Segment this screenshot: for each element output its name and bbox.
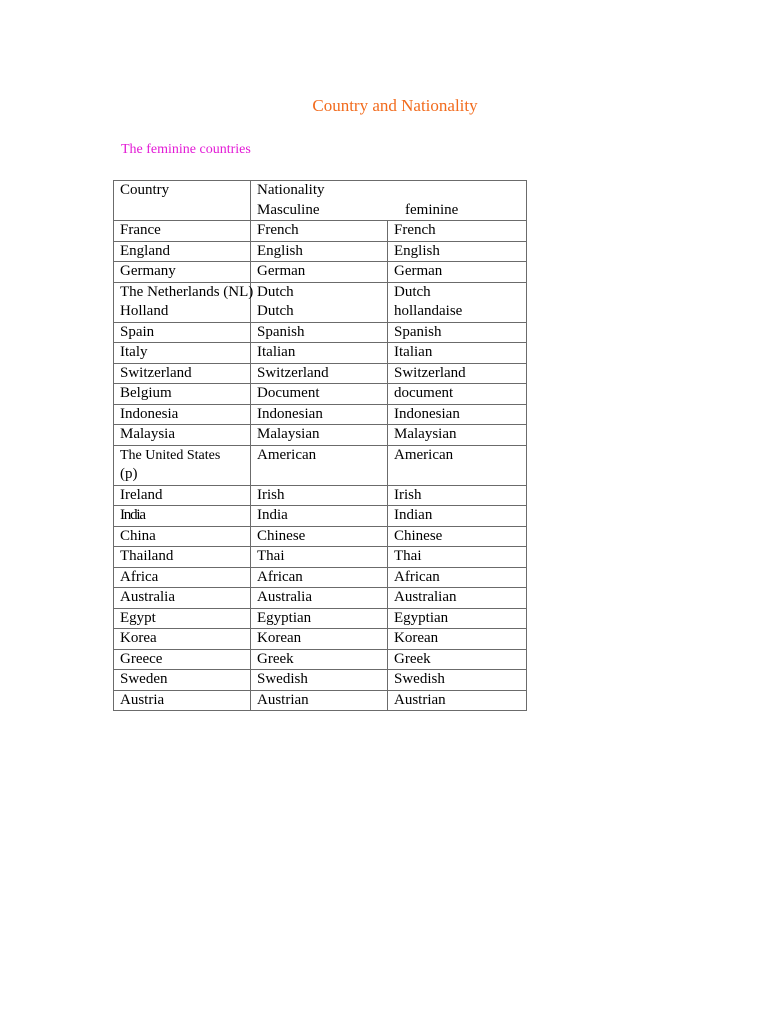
country-cell: Austria xyxy=(114,690,251,711)
masculine-cell: Thai xyxy=(251,547,388,568)
feminine-cell: Spanish xyxy=(388,322,527,343)
feminine-cell: Malaysian xyxy=(388,425,527,446)
page-subtitle: The feminine countries xyxy=(121,142,251,157)
country-cell: Indonesia xyxy=(114,404,251,425)
country-line-1: The United States xyxy=(120,447,221,463)
masculine-cell: Switzerland xyxy=(251,363,388,384)
masculine-cell: Indonesian xyxy=(251,404,388,425)
country-cell: France xyxy=(114,221,251,242)
table-row xyxy=(114,241,527,262)
masculine-cell: Malaysian xyxy=(251,425,388,446)
table-row xyxy=(114,485,527,506)
feminine-cell: American xyxy=(388,445,527,485)
table-row xyxy=(114,670,527,691)
table-row xyxy=(114,363,527,384)
masculine-value: Dutch xyxy=(257,303,294,319)
masculine-cell: African xyxy=(251,567,388,588)
country-cell: Egypt xyxy=(114,608,251,629)
country-cell: Belgium xyxy=(114,384,251,405)
header-nationality-label: Nationality xyxy=(257,182,325,198)
feminine-cell: Greek xyxy=(388,649,527,670)
country-cell: Spain xyxy=(114,322,251,343)
feminine-cell: African xyxy=(388,567,527,588)
table-row xyxy=(114,445,527,485)
feminine-cell: Irish xyxy=(388,485,527,506)
feminine-cell: German xyxy=(388,262,527,283)
table-row xyxy=(114,282,527,322)
header-nationality xyxy=(251,181,527,221)
masculine-cell: Chinese xyxy=(251,526,388,547)
country-cell xyxy=(114,282,294,322)
country-cell: Ireland xyxy=(114,485,251,506)
table-row xyxy=(114,262,527,283)
country-cell: Korea xyxy=(114,629,251,650)
header-masculine: Masculine xyxy=(257,201,320,218)
masculine-cell: Swedish xyxy=(251,670,388,691)
table-row xyxy=(114,649,527,670)
country-cell: Malaysia xyxy=(114,425,251,446)
country-cell: Switzerland xyxy=(114,363,251,384)
table-row xyxy=(114,404,527,425)
country-cell: India xyxy=(114,506,251,527)
table-row xyxy=(114,629,527,650)
country-cell: Greece xyxy=(114,649,251,670)
country-line-1: The Netherlands (NL) Dutch xyxy=(120,283,294,300)
country-cell xyxy=(114,445,251,485)
table-row xyxy=(114,343,527,364)
masculine-cell: Italian xyxy=(251,343,388,364)
feminine-cell: Thai xyxy=(388,547,527,568)
country-line-2: (p) xyxy=(120,466,138,482)
feminine-cell: Egyptian xyxy=(388,608,527,629)
feminine-line-1: Dutch xyxy=(394,283,431,300)
feminine-cell: Australian xyxy=(388,588,527,609)
table-row xyxy=(114,526,527,547)
table-row xyxy=(114,690,527,711)
country-cell: China xyxy=(114,526,251,547)
table-row xyxy=(114,567,527,588)
feminine-cell: Korean xyxy=(388,629,527,650)
masculine-cell: Greek xyxy=(251,649,388,670)
masculine-cell: American xyxy=(251,445,388,485)
nationality-table xyxy=(113,180,527,711)
feminine-cell: English xyxy=(388,241,527,262)
table-row xyxy=(114,221,527,242)
table-row xyxy=(114,547,527,568)
masculine-cell: Austrian xyxy=(251,690,388,711)
feminine-cell: document xyxy=(388,384,527,405)
table-row xyxy=(114,506,527,527)
table-row xyxy=(114,608,527,629)
country-cell: Italy xyxy=(114,343,251,364)
masculine-cell: Irish xyxy=(251,485,388,506)
country-cell: Africa xyxy=(114,567,251,588)
masculine-cell: French xyxy=(251,221,388,242)
masculine-cell: Korean xyxy=(251,629,388,650)
masculine-cell: Document xyxy=(251,384,388,405)
header-feminine: feminine xyxy=(405,201,459,218)
table-row xyxy=(114,425,527,446)
table-row xyxy=(114,384,527,405)
table-row xyxy=(114,588,527,609)
country-cell: Thailand xyxy=(114,547,251,568)
feminine-cell: Austrian xyxy=(388,690,527,711)
masculine-cell: Australia xyxy=(251,588,388,609)
feminine-cell xyxy=(388,282,527,322)
masculine-cell: India xyxy=(251,506,388,527)
masculine-cell: English xyxy=(251,241,388,262)
country-cell: Sweden xyxy=(114,670,251,691)
feminine-cell: Indonesian xyxy=(388,404,527,425)
feminine-line-2: hollandaise xyxy=(394,303,463,319)
masculine-cell: Spanish xyxy=(251,322,388,343)
feminine-cell: Swedish xyxy=(388,670,527,691)
table-row xyxy=(114,322,527,343)
feminine-cell: Switzerland xyxy=(388,363,527,384)
country-cell: Germany xyxy=(114,262,251,283)
country-line-2: Holland xyxy=(120,303,169,319)
feminine-cell: French xyxy=(388,221,527,242)
masculine-cell: Egyptian xyxy=(251,608,388,629)
country-cell: England xyxy=(114,241,251,262)
feminine-cell: Indian xyxy=(388,506,527,527)
country-cell: Australia xyxy=(114,588,251,609)
masculine-cell: German xyxy=(251,262,388,283)
header-country: Country xyxy=(114,181,251,221)
feminine-cell: Italian xyxy=(388,343,527,364)
feminine-cell: Chinese xyxy=(388,526,527,547)
header-gender-labels xyxy=(257,201,526,221)
page-title: Country and Nationality xyxy=(312,96,478,115)
table-header-row xyxy=(114,181,527,221)
